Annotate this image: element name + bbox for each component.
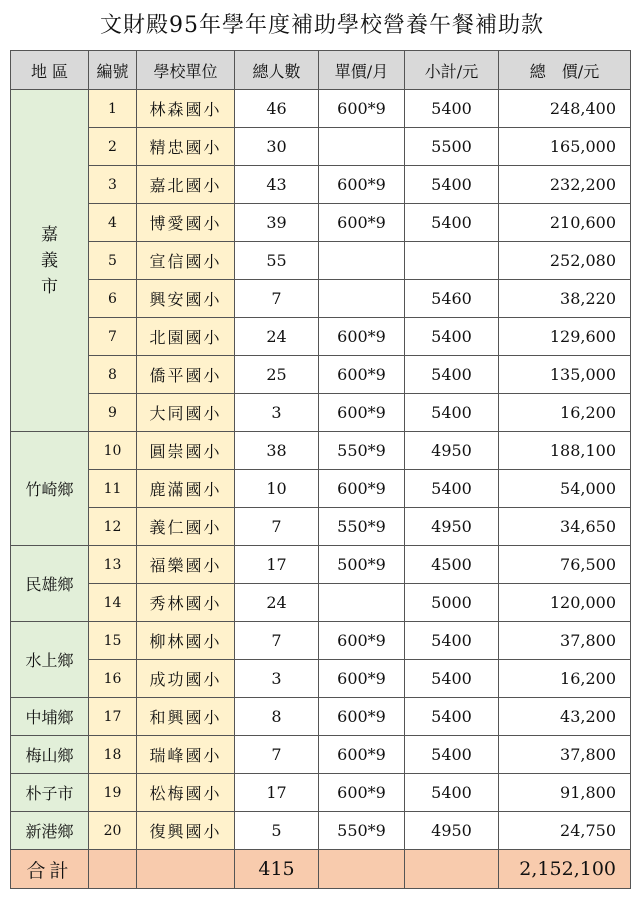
total-empty-cell [89,850,137,889]
count-cell: 10 [235,470,319,508]
unit-price-cell [319,242,405,280]
table-row [11,356,631,394]
unit-price-cell: 600*9 [319,204,405,242]
school-cell: 瑞峰國小 [137,736,235,774]
table-row [11,90,631,128]
region-cell: 民雄鄉 [11,546,89,622]
table-row [11,812,631,850]
header-total: 總 價/元 [499,51,631,90]
count-cell: 7 [235,622,319,660]
school-cell: 北園國小 [137,318,235,356]
count-cell: 5 [235,812,319,850]
unit-price-cell: 600*9 [319,470,405,508]
school-cell: 秀林國小 [137,584,235,622]
unit-price-cell: 600*9 [319,318,405,356]
number-cell: 12 [89,508,137,546]
table-row [11,242,631,280]
unit-price-cell: 600*9 [319,660,405,698]
total-cell: 252,080 [499,242,631,280]
subtotal-cell: 5500 [405,128,499,166]
unit-price-cell: 600*9 [319,698,405,736]
total-cell: 129,600 [499,318,631,356]
region-cell: 新港鄉 [11,812,89,850]
subtotal-cell: 5400 [405,622,499,660]
table-row [11,204,631,242]
table-row [11,394,631,432]
school-cell: 興安國小 [137,280,235,318]
number-cell: 7 [89,318,137,356]
number-cell: 13 [89,546,137,584]
school-cell: 精忠國小 [137,128,235,166]
number-cell: 16 [89,660,137,698]
number-cell: 18 [89,736,137,774]
unit-price-cell: 600*9 [319,90,405,128]
count-cell: 24 [235,318,319,356]
total-cell: 16,200 [499,660,631,698]
table-row [11,774,631,812]
count-cell: 24 [235,584,319,622]
subtotal-cell: 5400 [405,736,499,774]
unit-price-cell: 600*9 [319,166,405,204]
table-row [11,736,631,774]
total-empty-cell [319,850,405,889]
total-cell: 37,800 [499,736,631,774]
count-cell: 7 [235,508,319,546]
unit-price-cell: 600*9 [319,356,405,394]
region-cell: 中埔鄉 [11,698,89,736]
count-cell: 30 [235,128,319,166]
total-cell: 16,200 [499,394,631,432]
header-row [11,51,631,90]
school-cell: 嘉北國小 [137,166,235,204]
region-cell: 嘉 義 市 [11,90,89,432]
unit-price-cell: 600*9 [319,774,405,812]
total-count: 415 [235,850,319,889]
document-title: 文財殿95年學年度補助學校營養午餐補助款 [100,13,544,38]
subsidy-table [10,50,631,889]
number-cell: 19 [89,774,137,812]
subtotal-cell: 5400 [405,698,499,736]
count-cell: 25 [235,356,319,394]
subtotal-cell: 5400 [405,90,499,128]
number-cell: 4 [89,204,137,242]
school-cell: 福樂國小 [137,546,235,584]
header-subtotal: 小計/元 [405,51,499,90]
school-cell: 僑平國小 [137,356,235,394]
number-cell: 20 [89,812,137,850]
total-cell: 37,800 [499,622,631,660]
total-cell: 188,100 [499,432,631,470]
number-cell: 5 [89,242,137,280]
total-label: 合計 [11,850,89,889]
total-cell: 248,400 [499,90,631,128]
count-cell: 3 [235,660,319,698]
count-cell: 38 [235,432,319,470]
total-cell: 24,750 [499,812,631,850]
count-cell: 7 [235,736,319,774]
subtotal-cell: 5400 [405,660,499,698]
subtotal-cell: 4950 [405,432,499,470]
table-row [11,508,631,546]
count-cell: 17 [235,546,319,584]
total-cell: 232,200 [499,166,631,204]
school-cell: 林森國小 [137,90,235,128]
grand-total: 2,152,100 [499,850,631,889]
number-cell: 1 [89,90,137,128]
table-row [11,622,631,660]
table-row [11,280,631,318]
school-cell: 圓崇國小 [137,432,235,470]
region-cell: 梅山鄉 [11,736,89,774]
subtotal-cell: 5460 [405,280,499,318]
subtotal-cell: 5400 [405,166,499,204]
total-cell: 165,000 [499,128,631,166]
subtotal-cell: 5400 [405,394,499,432]
total-cell: 54,000 [499,470,631,508]
unit-price-cell: 550*9 [319,432,405,470]
region-cell: 水上鄉 [11,622,89,698]
header-number: 編號 [89,51,137,90]
count-cell: 8 [235,698,319,736]
total-cell: 34,650 [499,508,631,546]
school-cell: 博愛國小 [137,204,235,242]
number-cell: 6 [89,280,137,318]
count-cell: 39 [235,204,319,242]
number-cell: 15 [89,622,137,660]
school-cell: 義仁國小 [137,508,235,546]
number-cell: 11 [89,470,137,508]
unit-price-cell [319,280,405,318]
number-cell: 3 [89,166,137,204]
unit-price-cell: 600*9 [319,622,405,660]
table-row [11,698,631,736]
subtotal-cell: 5400 [405,774,499,812]
subtotal-cell: 5400 [405,318,499,356]
table-row [11,432,631,470]
subtotal-cell: 5400 [405,356,499,394]
table-row [11,546,631,584]
total-empty-cell [137,850,235,889]
school-cell: 柳林國小 [137,622,235,660]
unit-price-cell: 550*9 [319,812,405,850]
unit-price-cell: 500*9 [319,546,405,584]
total-cell: 120,000 [499,584,631,622]
number-cell: 8 [89,356,137,394]
number-cell: 2 [89,128,137,166]
total-cell: 210,600 [499,204,631,242]
region-cell: 竹崎鄉 [11,432,89,546]
school-cell: 宣信國小 [137,242,235,280]
school-cell: 鹿滿國小 [137,470,235,508]
table-row [11,128,631,166]
header-region: 地 區 [11,51,89,90]
total-cell: 135,000 [499,356,631,394]
count-cell: 3 [235,394,319,432]
table-row [11,470,631,508]
subtotal-cell: 4500 [405,546,499,584]
total-cell: 91,800 [499,774,631,812]
count-cell: 55 [235,242,319,280]
subtotal-cell [405,242,499,280]
total-row [11,850,631,889]
subtotal-cell: 4950 [405,812,499,850]
table-row [11,166,631,204]
number-cell: 9 [89,394,137,432]
subtotal-cell: 5400 [405,470,499,508]
table-row [11,660,631,698]
count-cell: 46 [235,90,319,128]
subtotal-cell: 4950 [405,508,499,546]
unit-price-cell [319,128,405,166]
header-count: 總人數 [235,51,319,90]
count-cell: 17 [235,774,319,812]
number-cell: 17 [89,698,137,736]
unit-price-cell: 550*9 [319,508,405,546]
school-cell: 大同國小 [137,394,235,432]
school-cell: 松梅國小 [137,774,235,812]
header-unit-price: 單價/月 [319,51,405,90]
number-cell: 10 [89,432,137,470]
total-cell: 43,200 [499,698,631,736]
school-cell: 復興國小 [137,812,235,850]
number-cell: 14 [89,584,137,622]
total-empty-cell [405,850,499,889]
subtotal-cell: 5000 [405,584,499,622]
school-cell: 和興國小 [137,698,235,736]
region-cell: 朴子市 [11,774,89,812]
count-cell: 43 [235,166,319,204]
total-cell: 76,500 [499,546,631,584]
table-row [11,584,631,622]
total-cell: 38,220 [499,280,631,318]
unit-price-cell [319,584,405,622]
unit-price-cell: 600*9 [319,736,405,774]
table-row [11,318,631,356]
subtotal-cell: 5400 [405,204,499,242]
header-school: 學校單位 [137,51,235,90]
school-cell: 成功國小 [137,660,235,698]
unit-price-cell: 600*9 [319,394,405,432]
count-cell: 7 [235,280,319,318]
